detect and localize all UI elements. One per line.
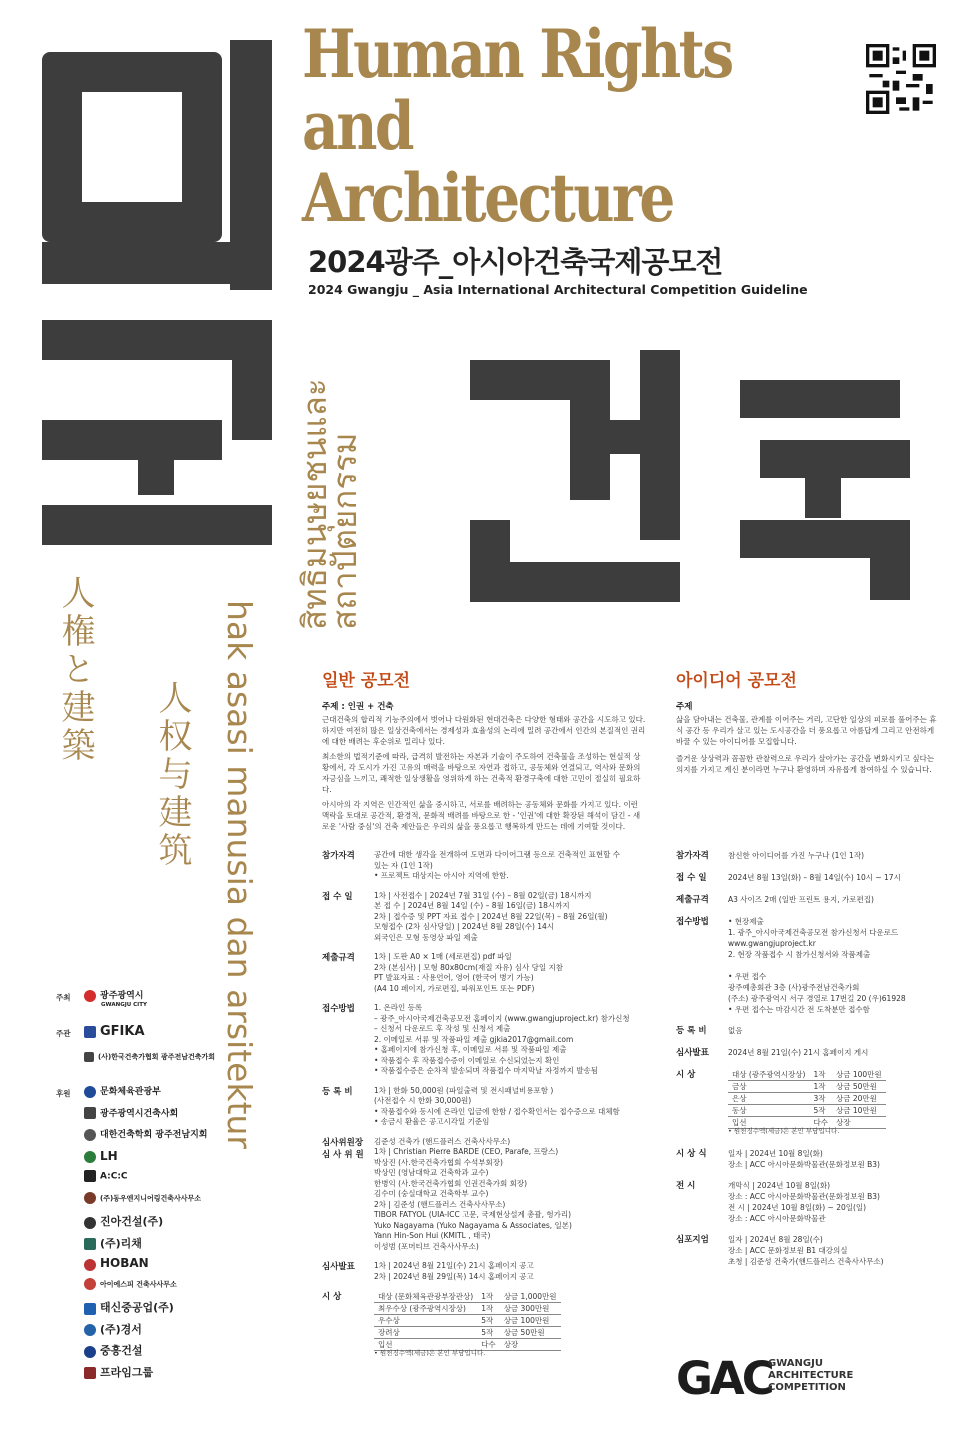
- detail-line: 초청 | 김준성 건축가(핸드플러스 건축사사무소): [728, 1257, 884, 1266]
- detail-line: 2차 | 2024년 8월 29일(목) 14시 홈페이지 공고: [374, 1271, 534, 1281]
- korean-subtitle: 2024광주_아시아건축국제공모전: [308, 245, 723, 279]
- detail-label: 접수방법: [322, 1004, 355, 1014]
- detail-line: • 작품접수와 동시에 온라인 입금에 한함 / 접수확인서는 접수증으로 대체함: [374, 1106, 620, 1116]
- chinese-title: 人权与建筑: [152, 680, 192, 870]
- prize-cell: 상장: [832, 1117, 886, 1129]
- detail-line: • 프로젝트 대상지는 아시아 지역에 한함.: [374, 871, 509, 880]
- prize-cell: 5작: [477, 1315, 500, 1327]
- sponsor-name: A:C:C: [100, 1171, 128, 1182]
- sponsor-icon: [84, 1367, 96, 1379]
- sponsor-name: 문화체육관광부: [100, 1087, 161, 1097]
- general-prize-table: [374, 1291, 561, 1351]
- sponsor-icon: [84, 1346, 96, 1358]
- gac-logo: GAC: [676, 1352, 772, 1405]
- prize-cell: 최우수상 (광주광역시장상): [374, 1303, 477, 1315]
- support-logo: [84, 1084, 161, 1098]
- support-logo: [84, 1256, 149, 1271]
- detail-line: • 작품접수증은 순차적 발송되며 작품접수 마지막날 자정까지 발송됨: [374, 1066, 598, 1075]
- detail-line: 모형접수 (2차 심사당일) | 2024년 8월 28일(수) 14시: [374, 922, 555, 931]
- prize-cell: 입선: [728, 1117, 809, 1129]
- glyph-geon-mid: [610, 420, 650, 454]
- detail-line: A3 사이즈 2매 (일반 프린트 용지, 가로편집): [728, 895, 874, 904]
- detail-value: [728, 894, 938, 905]
- detail-line: 2. 이메일로 서류 및 작품파일 제출 gjkia2017@gmail.com: [374, 1034, 574, 1044]
- prize-cell: 3작: [809, 1093, 832, 1105]
- detail-line: 전 시 | 2024년 10월 8일(화) ~ 20일(일): [728, 1203, 867, 1212]
- support-logo: [84, 1170, 128, 1182]
- organizer-logo-gfika: [84, 1024, 145, 1039]
- prize-cell: 5작: [477, 1327, 500, 1339]
- detail-line: 이성범 (포머티브 건축사사무소): [374, 1241, 479, 1251]
- detail-value: [728, 872, 938, 883]
- glyph-gwon-mid: [42, 420, 222, 460]
- detail-line: TIBOR FATYOL (UIA-ICC 고문, 국제현상설계 총괄, 헝가리): [374, 1210, 572, 1219]
- detail-value: [728, 1180, 938, 1224]
- glyph-chuk-base-v: [870, 520, 910, 600]
- detail-value: [374, 1003, 652, 1077]
- prize-note: • 원천징수액(세금)은 본인 부담입니다.: [728, 1127, 840, 1135]
- glyph-geon-left: [570, 360, 610, 500]
- general-intro-para: 아시아의 각 지역은 인간적인 삶을 중시하고, 서로를 배려하는 공동체와 문화를 가지고 있다. 이런 맥락을 토대로 공간적, 환경적, 문화적 배려를 바탕으로 한 - '인권'에 대한 확장된 해석이 담긴 - 새로운 '사람 중심'의 건축 제안들은 우리의 삶을 풍요롭고 행복하게 만드는 데에 기여할 것이다.: [322, 800, 641, 831]
- detail-line: • 작품접수 후 작품접수증이 이메일로 수신되었는지 확인: [374, 1055, 560, 1065]
- detail-label: 시 상 식: [676, 1149, 707, 1159]
- detail-value: [728, 1047, 938, 1058]
- glyph-chuk-stem: [805, 478, 841, 518]
- detail-line: 김준성 건축가 (핸드플러스 건축사사무소): [374, 1136, 511, 1146]
- detail-label: 참가자격: [322, 851, 355, 861]
- sponsor-name: (주)동우엔지니어링건축사사무소: [100, 1194, 202, 1202]
- detail-value: [728, 1025, 938, 1036]
- prize-cell: 상금 10만원: [832, 1105, 886, 1117]
- sponsor-icon: [84, 1129, 96, 1141]
- detail-line: • 우편 접수: [728, 972, 767, 981]
- general-intro-para: 최소한의 법적기준에 따라, 급격히 발전하는 자본과 기술이 주도하여 건축물을 조성하는 현실적 상황에서, 각 도시가 가진 고유의 매력을 바탕으로 자연과 접하고, 공동체와 연결되고, 역사와 문화의 자긍심을 느끼고, 쾌적한 일상생활을 영위하게 하는 건축적 환경구축에 대한 고민이 절실히 필요하다.: [322, 752, 641, 794]
- sponsor-name: 아이에스피 건축사사무소: [100, 1280, 177, 1288]
- prize-cell: 상금 1,000만원: [500, 1291, 561, 1303]
- idea-competition-title: 아이디어 공모전: [676, 671, 797, 691]
- detail-label: 전 시: [676, 1181, 696, 1191]
- detail-line: 1차 | 도판 A0 × 1매 (세로편집) pdf 파일: [374, 952, 512, 961]
- detail-line: 장소 : ACC 아시아문화박물관: [728, 1214, 826, 1223]
- detail-label: 접수방법: [676, 917, 709, 927]
- detail-line: 외국인은 모형 동영상 파일 제출: [374, 932, 478, 942]
- detail-line: 장소 | ACC 문화정보원 B1 대강의실: [728, 1246, 848, 1255]
- malay-title: hak asasi manusia dan arsitektur: [220, 600, 259, 1149]
- detail-label: 심포지엄: [676, 1235, 709, 1245]
- detail-line: 한병익 (사.한국건축가협회 인권건축가회 회장): [374, 1178, 528, 1188]
- detail-line: – 광주_아시아국제건축공모전 홈페이지 (www.gwangjuproject.kr) 참가신청: [374, 1013, 630, 1023]
- prize-cell: 다수: [809, 1117, 832, 1129]
- prize-cell: 1작: [809, 1069, 832, 1081]
- detail-value: [728, 1234, 938, 1267]
- prize-row: [728, 1093, 886, 1105]
- qr-code-icon[interactable]: [866, 44, 936, 114]
- prize-cell: 1작: [477, 1291, 500, 1303]
- detail-line: PT 발표자료 : 사용언어, 영어 (한국어 병기 가능): [374, 973, 534, 982]
- detail-label: 시 상: [676, 1070, 696, 1080]
- detail-line: www.gwangjuproject.kr: [728, 939, 816, 948]
- glyph-in-base: [42, 242, 272, 284]
- detail-line: 일자 | 2024년 8월 28일(수): [728, 1235, 823, 1244]
- organizer-label: 주관: [56, 1029, 71, 1038]
- support-logo: [84, 1127, 207, 1141]
- sponsor-icon: [84, 1170, 96, 1182]
- host-name: 광주광역시: [100, 991, 144, 1001]
- support-logo: [84, 1278, 177, 1290]
- detail-label: 제출규격: [676, 895, 709, 905]
- detail-line: 1차 | Christian Pierre BARDE (CEO, Parafe, 프랑스): [374, 1147, 559, 1156]
- sponsor-icon: [84, 1086, 96, 1098]
- detail-line: • 현장제출: [728, 917, 764, 926]
- sponsor-icon: [84, 1278, 96, 1290]
- detail-value: [728, 916, 938, 1015]
- sponsor-name: 태신중공업(주): [100, 1301, 174, 1314]
- sponsor-icon: [84, 1192, 96, 1204]
- detail-line: (사전접수 시 한화 30,000원): [374, 1096, 472, 1105]
- detail-value: [374, 1261, 652, 1282]
- detail-label: 접 수 일: [322, 891, 353, 902]
- detail-line: 2024년 8월 13일(화) – 8월 14일(수) 10시 ~ 17시: [728, 873, 901, 882]
- prize-cell: 1작: [809, 1081, 832, 1093]
- gac-line: GWANGJU: [768, 1358, 823, 1369]
- sponsor-name: 광주광역시건축사회: [100, 1108, 179, 1119]
- detail-line: 2차 | 접수증 및 PPT 자료 접수 | 2024년 8월 22일(목) – 8월 26일(월): [374, 911, 608, 921]
- prize-cell: 상금 100만원: [832, 1069, 886, 1081]
- support-logo: [84, 1149, 118, 1164]
- support-logo: [84, 1364, 153, 1380]
- prize-cell: 상장: [500, 1339, 561, 1351]
- thai-title: สิทธิมนุษยชนและสถาปัตยกรรม: [295, 378, 364, 630]
- detail-line: 2. 현장 작품접수 시 참가신청서와 작품제출: [728, 950, 871, 959]
- detail-value: [374, 1137, 652, 1253]
- detail-line: – 신청서 다운로드 후 작성 및 신청서 제출: [374, 1024, 511, 1033]
- detail-line: 1. 광주_아시아국제건축공모전 참가신청서 다운로드: [728, 928, 899, 937]
- english-subtitle: 2024 Gwangju _ Asia International Architectural Competition Guideline: [308, 282, 808, 297]
- detail-label: 제출규격: [322, 953, 355, 963]
- detail-line: 2차 | 김준성 (핸드플러스 건축사사무소): [374, 1199, 506, 1209]
- prize-row: [728, 1069, 886, 1081]
- general-competition-title: 일반 공모전: [322, 671, 411, 691]
- detail-label: 등 록 비: [676, 1026, 707, 1036]
- prize-cell: 동상: [728, 1105, 809, 1117]
- host-logo: [84, 988, 147, 1008]
- detail-label: 심사발표: [322, 1262, 355, 1272]
- detail-line: [728, 960, 938, 971]
- glyph-in-circle: [42, 52, 222, 242]
- detail-line: Yann Hin-Son Hui (KMITL , 태국): [374, 1231, 491, 1240]
- sponsor-name: LH: [100, 1148, 118, 1163]
- detail-value: [374, 891, 652, 944]
- sponsor-icon: [84, 1303, 96, 1315]
- detail-label: 심사발표: [676, 1048, 709, 1058]
- prize-row: [728, 1105, 886, 1117]
- detail-label: 참가자격: [676, 851, 709, 861]
- organizer-logo-kia: [84, 1052, 215, 1062]
- general-intro-para: 근대건축의 합리적 기능주의에서 벗어나 다원화된 현대건축은 다양한 형태와 공간을 시도하고 있다. 하지만 여전히 많은 일상건축에서는 경제성과 효율성의 논리에 밀려 공간에서 인간의 본질적인 권리에 대한 배려는 후순위로 밀리나 있다.: [322, 715, 646, 746]
- sponsor-icon: [84, 1217, 96, 1229]
- detail-line: • 홈페이지에 참가신청 후, 이메일로 서류 및 작품파일 제출: [374, 1045, 567, 1054]
- detail-line: 박상진 (사.한국건축가협회 수석부회장): [374, 1157, 503, 1167]
- support-logo: [84, 1192, 201, 1204]
- support-logo: [84, 1299, 174, 1315]
- prize-row: [374, 1315, 561, 1327]
- japanese-title: 人権と建築: [55, 575, 95, 765]
- host-label: 주최: [56, 993, 71, 1002]
- support-label: 후원: [56, 1089, 71, 1098]
- organizer-name: GFIKA: [100, 1024, 145, 1039]
- detail-line: 장소 | ACC 아시아문화박물관(문화정보원 B3): [728, 1160, 880, 1169]
- detail-line: 광주예총회관 3층 (사)광주전남건축가회: [728, 983, 860, 992]
- detail-label: 시 상: [322, 1292, 342, 1302]
- detail-line: 없음: [728, 1026, 743, 1035]
- glyph-gwon-bottom: [42, 505, 272, 545]
- glyph-gwon-right: [232, 320, 272, 440]
- prize-row: [374, 1327, 561, 1339]
- general-theme-label: 주제 : 인권 + 건축: [322, 702, 394, 712]
- glyph-geon-base-h: [470, 562, 680, 602]
- detail-line: 김수미 (숭실대학교 건축학부 교수): [374, 1189, 489, 1198]
- sponsor-name: 프라임그룹: [100, 1365, 154, 1379]
- prize-cell: 입선: [374, 1339, 477, 1351]
- detail-line: 있는 자 (1인 1작): [374, 860, 433, 870]
- detail-value: [374, 1086, 652, 1128]
- detail-line: (A4 10 페이지, 가로편집, 파워포인트 또는 PDF): [374, 983, 535, 993]
- detail-line: 장소 : ACC 아시아문화박물관(문화정보원 B3): [728, 1192, 880, 1201]
- detail-line: 개막식 | 2024년 10월 8일(화): [728, 1181, 831, 1190]
- english-title: [302, 15, 784, 237]
- idea-intro: [676, 714, 938, 775]
- detail-line: 일자 | 2024년 10월 8일(화): [728, 1149, 823, 1158]
- prize-cell: 장려상: [374, 1327, 477, 1339]
- prize-cell: 상금 50만원: [500, 1327, 561, 1339]
- organizer-name: (사)한국건축가협회 광주전남건축가회: [98, 1053, 216, 1061]
- sponsor-name: HOBAN: [100, 1256, 149, 1270]
- detail-line: 2차 (본심사) | 모형 80x80cm(재질 자유) 심사 당일 지참: [374, 962, 563, 972]
- prize-note: • 원천징수액(세금)은 본인 부담입니다.: [374, 1349, 486, 1357]
- support-logo: [84, 1106, 178, 1120]
- idea-intro-para: 삶을 담아내는 건축물, 관계를 이어주는 거리, 고단한 일상의 피로를 풀어주는 휴식 공간 등 우리가 살고 있는 도시공간을 더 풍요롭고 아름답게 그리고 안전하게 바꿀 수 있는 아이디어를 모집합니다.: [676, 715, 937, 746]
- prize-cell: 다수: [477, 1339, 500, 1351]
- sponsor-name: 대한건축학회 광주전남지회: [100, 1130, 208, 1140]
- detail-label: 접 수 일: [676, 873, 707, 883]
- sponsor-name: (주)리채: [100, 1236, 142, 1250]
- detail-value: [374, 952, 652, 994]
- prize-cell: 1작: [477, 1303, 500, 1315]
- detail-label: 등 록 비: [322, 1086, 353, 1097]
- idea-intro-para: 즐거운 상상력과 꼼꼼한 관찰력으로 우리가 살아가는 공간을 변화시키고 싶다는 의지를 가지고 계신 분이라면 누구나 환영하며 자유롭게 참여하실 수 있습니다.: [676, 754, 935, 774]
- support-logo: [84, 1213, 163, 1229]
- detail-line: (주소) 광주광역시 서구 경열로 17번길 20 (우)61928: [728, 994, 906, 1003]
- detail-line: 2024년 8월 21일(수) 21시 홈페이지 게시: [728, 1048, 869, 1057]
- kia-icon: [84, 1052, 94, 1062]
- detail-value: [728, 1148, 938, 1170]
- gwangju-city-icon: [84, 990, 96, 1002]
- support-logo: [84, 1321, 142, 1337]
- prize-cell: 금상: [728, 1081, 809, 1093]
- prize-row: [728, 1081, 886, 1093]
- detail-line: Yuko Nagayama (Yuko Nagayama & Associates, 일본): [374, 1220, 572, 1230]
- sponsor-icon: [84, 1324, 96, 1336]
- prize-cell: 대상 (문화체육관광부장관상): [374, 1291, 477, 1303]
- detail-line: 본 접 수 | 2024년 8월 14일 (수) – 8월 16일(금) 18시까지: [374, 901, 570, 910]
- support-logo: [84, 1342, 143, 1358]
- prize-cell: 은상: [728, 1093, 809, 1105]
- detail-line: 박상민 (영남대학교 건축학과 교수): [374, 1168, 489, 1177]
- prize-row: [374, 1303, 561, 1315]
- prize-cell: 5작: [809, 1105, 832, 1117]
- sponsor-icon: [84, 1107, 96, 1119]
- gac-line: COMPETITION: [768, 1382, 846, 1393]
- detail-value: [728, 850, 938, 861]
- detail-line: 1차 | 사전접수 | 2024년 7월 31일 (수) – 8월 02일(금) 18시까지: [374, 890, 592, 900]
- host-sub: GWANGJU CITY: [101, 1001, 147, 1008]
- english-title-line1: Human Rights and: [302, 15, 732, 165]
- prize-cell: 우수상: [374, 1315, 477, 1327]
- prize-cell: 상금 50만원: [832, 1081, 886, 1093]
- detail-line: • 송금시 환율은 공고시각일 기준임: [374, 1117, 490, 1126]
- support-logo: [84, 1235, 142, 1251]
- sponsor-icon: [84, 1259, 96, 1271]
- english-title-line2: Architecture: [302, 159, 673, 237]
- sponsor-name: (주)경서: [100, 1322, 142, 1336]
- prize-cell: 상금 20만원: [832, 1093, 886, 1105]
- detail-label: 심사위원장 심 사 위 원: [322, 1137, 364, 1160]
- sponsor-icon: [84, 1151, 96, 1163]
- sponsor-name: 중흥건설: [100, 1344, 143, 1357]
- prize-row: [374, 1291, 561, 1303]
- glyph-chuk-top: [740, 380, 900, 418]
- prize-cell: 상금 300만원: [500, 1303, 561, 1315]
- sponsor-icon: [84, 1238, 96, 1250]
- detail-line: 참신한 아이디어를 가진 누구나 (1인 1작): [728, 851, 864, 860]
- detail-line: 공간에 대한 생각을 전개하여 도면과 다이어그램 등으로 건축적인 표현할 수: [374, 850, 621, 859]
- gac-text: [768, 1358, 853, 1394]
- sponsor-name: 진아건설(주): [100, 1215, 164, 1228]
- detail-line: 1차 | 한화 50,000원 (파일출력 및 전시패널비용포함 ): [374, 1085, 554, 1095]
- general-intro: [322, 714, 647, 832]
- prize-cell: 상금 100만원: [500, 1315, 561, 1327]
- idea-theme-label: 주제: [676, 702, 693, 712]
- detail-line: 1차 | 2024년 8월 21일(수) 21시 홈페이지 공고: [374, 1261, 534, 1270]
- gac-line: ARCHITECTURE: [768, 1370, 854, 1381]
- detail-value: [374, 850, 652, 882]
- idea-prize-table: [728, 1069, 886, 1129]
- prize-cell: 대상 (광주광역시장상): [728, 1069, 809, 1081]
- detail-line: • 우편 접수는 마감시간 전 도착분만 접수함: [728, 1005, 870, 1014]
- detail-line: 1. 온라인 등록: [374, 1003, 423, 1012]
- glyph-chuk-diag: [760, 440, 910, 478]
- gfika-icon: [84, 1026, 96, 1038]
- glyph-gwon-stem: [138, 440, 174, 495]
